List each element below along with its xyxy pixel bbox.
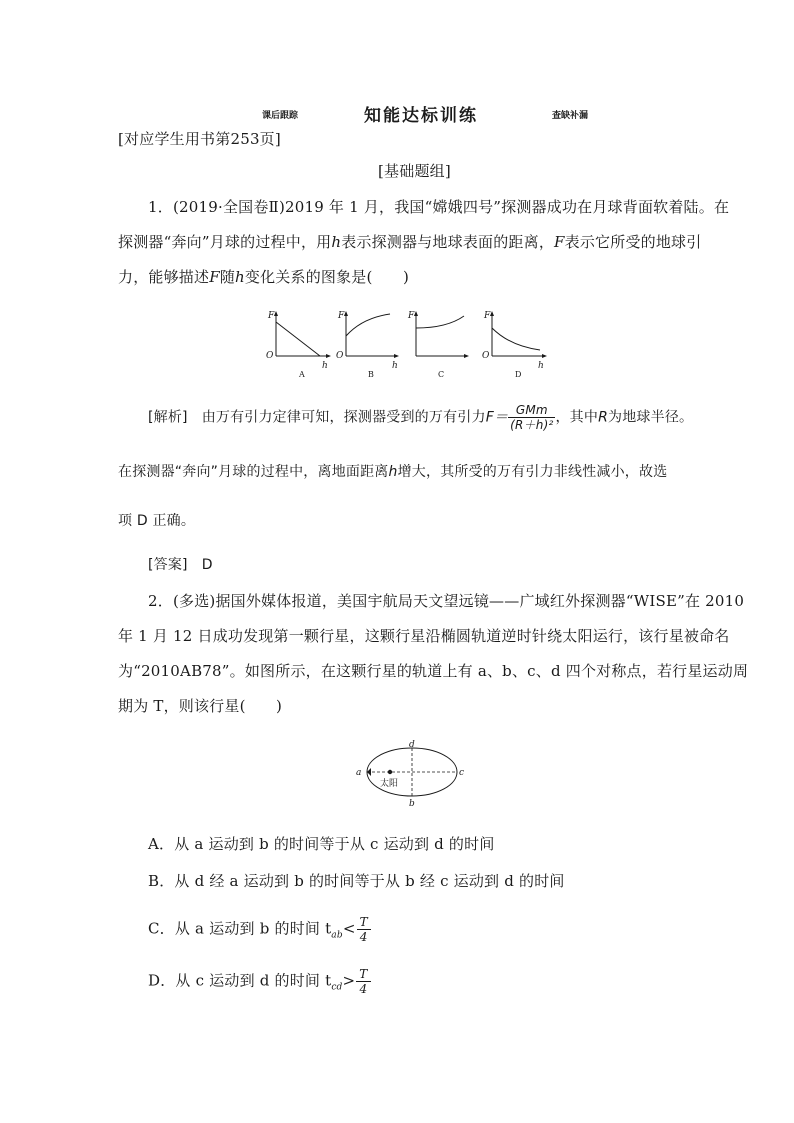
section-heading: [基础题组]	[378, 162, 451, 180]
point-b-label: b	[409, 799, 415, 809]
gravitation-formula: $\frac{\text{GMm}}{\text{(R＋h)²}}$	[510, 403, 554, 432]
svg-text:h: h	[322, 361, 328, 371]
page-title: 知能达标训练	[364, 106, 478, 126]
q1-line3: 力，能够描述F随h变化关系的图象是( )	[118, 268, 409, 286]
option-d-fraction: $\frac{T}{4}$	[356, 967, 370, 996]
q2-line4: 期为 T，则该行星( )	[118, 697, 283, 715]
option-b: B．从 d 经 a 运动到 b 的时间等于从 b 经 c 运动到 d 的时间	[148, 872, 565, 890]
svg-text:F: F	[268, 311, 275, 321]
option-c: C．从 a 运动到 b 的时间 $t_{ab}<$ $\frac{T}{4}$	[148, 915, 371, 944]
book-reference: [对应学生用书第253页]	[118, 130, 281, 148]
sun-label: 太阳	[380, 779, 399, 789]
answer-line	[148, 554, 213, 574]
graph-a	[266, 311, 331, 379]
graph-c	[407, 311, 469, 379]
option-a: A．从 a 运动到 b 的时间等于从 c 运动到 d 的时间	[148, 835, 495, 853]
svg-text:h: h	[392, 361, 398, 371]
orbit-diagram	[350, 736, 470, 810]
q1-line2: 探测器“奔向”月球的过程中，用h表示探测器与地球表面的距离，F表示它所受的地球引	[118, 233, 702, 251]
answer-value: D	[201, 557, 213, 573]
q2-line1: 2．(多选)据国外媒体报道，美国宇航局天文望远镜——广域红外探测器“WISE”在 2010	[148, 592, 745, 610]
analysis-line3: 项 D 正确。	[118, 513, 196, 529]
point-d-label: d	[409, 740, 415, 750]
analysis-line1: [解析] 由万有引力定律可知，探测器受到的万有引力F＝ $\frac{\text{GMm}}{\text{(R＋h)²}}$ ，其中R为地球半径。	[148, 403, 694, 432]
svg-text:F: F	[338, 311, 345, 321]
graph-d	[482, 311, 547, 379]
q1-graphs-figure	[262, 306, 562, 386]
svg-text:F: F	[484, 311, 491, 321]
q1-number: 1．	[148, 198, 173, 216]
svg-text:O: O	[482, 351, 490, 361]
q2-line3: 为“2010AB78”。如图所示，在这颗行星的轨道上有 a、b、c、d 四个对称点，若行星运动周	[118, 662, 749, 680]
svg-text:h: h	[538, 361, 544, 371]
svg-text:B: B	[368, 370, 374, 379]
option-d: D．从 c 运动到 d 的时间 $t_{cd}>$ $\frac{T}{4}$	[148, 967, 371, 996]
svg-text:F: F	[408, 311, 415, 321]
sun-dot	[388, 770, 392, 774]
answer-tag: [答案]	[148, 557, 188, 573]
svg-text:O: O	[266, 351, 274, 361]
point-a-label: a	[356, 768, 362, 778]
option-c-fraction: $\frac{T}{4}$	[357, 915, 371, 944]
svg-text:C: C	[438, 370, 445, 379]
svg-text:D: D	[515, 370, 522, 379]
q2-number: 2．	[148, 592, 173, 610]
svg-text:A: A	[299, 370, 305, 379]
analysis-tag: [解析]	[148, 409, 188, 426]
graph-b	[336, 311, 399, 379]
svg-text:O: O	[336, 351, 344, 361]
point-c-label: c	[459, 768, 465, 778]
analysis-line2: 在探测器“奔向”月球的过程中，离地面距离h增大，其所受的万有引力非线性减小，故选	[118, 464, 668, 480]
q1-line1: 1．(2019·全国卷Ⅱ)2019 年 1 月，我国“嫦娥四号”探测器成功在月球背面软着陆。在	[148, 198, 730, 216]
q2-line2: 年 1 月 12 日成功发现第一颗行星，这颗行星沿椭圆轨道逆时针绕太阳运行，该行星被命名	[118, 627, 730, 645]
header-left: 课后跟踪	[262, 111, 299, 121]
header-right: 查缺补漏	[552, 111, 589, 121]
